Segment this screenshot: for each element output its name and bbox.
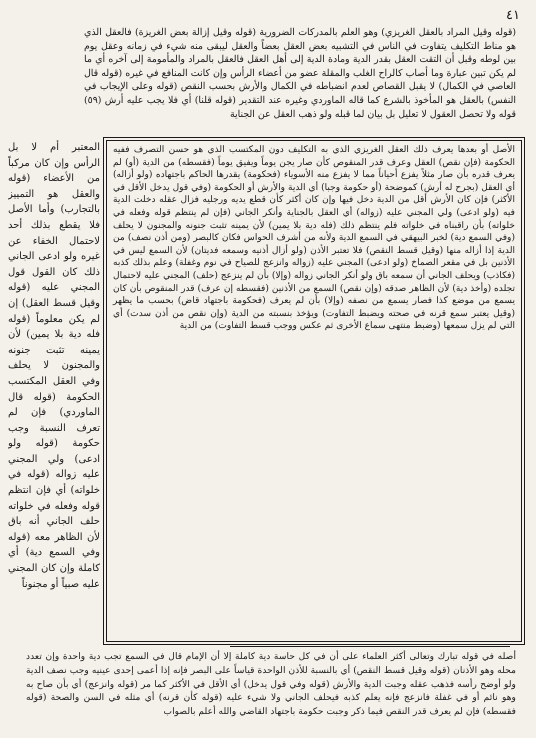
main-text-frame [106, 140, 522, 642]
margin-gloss: المعتبر أم لا بل الرأس وإن كان مركباً من الأعضاء (قوله والعقل هو التمييز بالتجارب) وأما الأصل فلا يقطع بذلك أحد لاحتمال الخفاء عن غيره ولو ادعى الجاني ذلك كان القول قول المجني عليه (قوله وقيل قسط العقل) إن لم يكن معلوماً (قوله فله دية بلا يمين) لأن يمينه تثبت جنونه والمجنون لا يحلف وفي العقل المكتسب الحكومة (قوله قال الماوردي) فإن لم تعرف النسبة وجب حكومة (قوله ولو ادعى) ولي المجني عليه زواله (قوله في خلواته) أي فإن انتظم قوله وفعله في خلواته حلف الجاني أنه باق لأن الظاهر معه (قوله وفي السمع دية) أي كاملة وإن كان المجني عليه صبياً أو مجنوناً [8, 142, 100, 590]
upper-commentary: (قوله وقيل المراد بالعقل الغريزي) وهو العلم بالمدركات الضرورية (قوله وقيل إزالة بعض الغريزة) فالعقل الذي هو مناط التكليف يتفاوت في الناس في التشبيه بعض العقل بعضاً والعقل ليبقى منه شيء في زمانه وعقل يوم بين لوطه وقبل أن التقت العقل بقدر الدية ومادة الدية إلى أهل العقل فالعقل بالمراد والمأمومة إلى آخره أي ما لم يكن تبين عبارة وما أصاب كالراح الغلب والمقلة عضو من أعضاء الرأس وإن كانت المنافع في غيره (قوله قال العاصي في الكمال) لا يقبل القصاص لعدم انضباطه في الكمال والأرش بحسب النقص (قوله وعلى الإيجاب في النفس) بالعقل هو المأخوذ بالشرع كما قاله الماوردي وغيره عند التقدير (قوله قلنا) أي فلا يجب عليه أرش (٥٩) قوله ولا تحصل العقول لا تعليل بل بيان لما قبله ولو ذهب العقل عن الجناية [84, 27, 516, 120]
lower-commentary: أصله في قوله تبارك وتعالى أكثر العلماء على أن في كل حاسة دية كاملة إلا أن الإمام قال في السمع تجب دية واحدة وإن تعدد محله وهو الأذنان (قوله وقيل قسط النقص) أي بالنسبة للأذن الواحدة قياساً على البصر فإنه إذا أعمى إحدى عينيه وجب نصف الدية ولو أوضح رأسه فذهب عقله وجبت الدية والأرش (قوله وفي قول يدخل) أي الأقل في الأكثر كما مر (قوله وانزعج) أي بأن صاح به وهو نائم أو في غفلة فانزعج فإنه يعلم كذبه فيحلف الجاني ولا شيء عليه (قوله كأن قرنه) أي مثله في السن والصحة (قوله فقسطه) فإن لم يعرف قدر النقص فيما ذكر وجبت حكومة باجتهاد القاضي والله أعلم بالصواب [26, 651, 516, 718]
footnote-divider [230, 646, 510, 647]
page-number: ٤١ [506, 8, 520, 23]
main-text: الأصل أو بعدها يعرف ذلك العقل الغريزي الذي به التكليف دون المكتسب الذي هو حسن التصرف ففيه الحكومة (فإن نقص) العقل وعرف قدر المنقوص كأن صار يجن يوماً ويفيق يوماً (فقسطه) من الدية (أو) لم يعرف قدره بأن صار مثلاً يفزع أحياناً مما لا يفزع منه الأسوياء (فحكومة) يقدرها الحاكم باجتهاده (ولو أزاله) أي العقل (بجرح له أرش) كموضحة (أو حكومة وجبا) أي الدية والأرش أو الحكومة (وفي قول يدخل الأقل في الأكثر) فإن كان الأرش أقل من الدية دخل فيها وإن كان أكثر كأن قطع يديه ورجليه فزال عقله دخلت الدية فيه (ولو ادعى) ولي المجني عليه (زواله) أي العقل بالجناية وأنكر الجاني (فإن لم ينتظم قوله وفعله في خلواته) بأن راقبناه في خلواته فلم ينتظم ذلك (فله دية بلا يمين) لأن يمينه تثبت جنونه والمجنون لا يحلف (وفي السمع دية) لخبر البيهقي في السمع الدية ولأنه من أشرف الحواس فكان كالبصر (ومن أذن نصف) من الدية إذا أزاله منها (وقيل قسط النقص) فلا تعتبر الأذن (ولو أزال أذنيه وسمعه فديتان) لأن السمع ليس في الأذنين بل في مقعر الصماخ (ولو ادعى) المجني عليه (زواله وانزعج للصياح في نوم وغفلة) وعلم بذلك كذبه (فكاذب) ويحلف الجاني أن سمعه باق ولو أنكر الجاني زواله (وإلا) بأن لم ينزعج (حلف) المجني عليه لاحتمال تجلده (وأخذ دية) لأن الظاهر صدقه (وإن نقص) السمع من الأذنين (فقسطه إن عرف) قدر المنقوص بأن كان يسمع من موضع كذا فصار يسمع من نصفه (وإلا) بأن لم يعرف (فحكومة باجتهاد قاض) بحسب ما يظهر (وقيل يعتبر سمع قرنه في صحته ويضبط التفاوت) ويؤخذ بنسبته من الدية (وإن نقص من أذن سدت) أي التي لم يزل سمعها (وضبط منتهى سماع الأخرى ثم عكس ووجب قسط التفاوت) من الدية [113, 145, 515, 332]
